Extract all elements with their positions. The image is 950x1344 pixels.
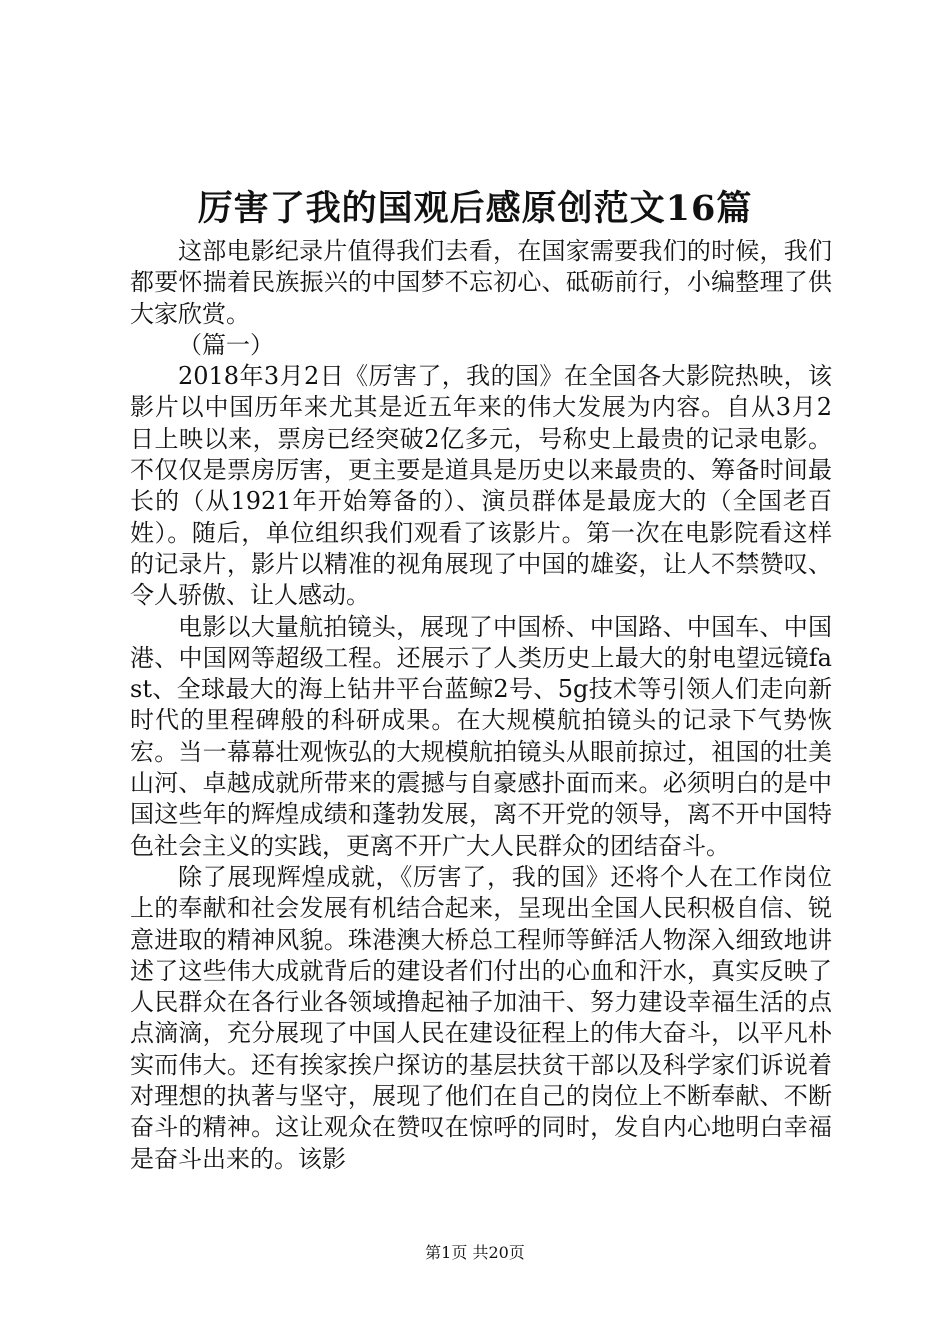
section-heading: （篇一） (178, 330, 274, 359)
paragraph: 除了展现辉煌成就，《厉害了，我的国》还将个人在工作岗位上的奉献和社会发展有机结合起来，呈现出全国人民积极自信、锐意进取的精神风貌。珠港澳大桥总工程师等鲜活人物深入细致地讲述了这些伟大成就背后的建设者们付出的心血和汗水，真实反映了人民群众在各行业各领域撸起袖子加油干、努力建设幸福生活的点点滴滴，充分展现了中国人民在建设征程上的伟大奋斗，以平凡朴实而伟大。还有挨家挨户探访的基层扶贫干部以及科学家们诉说着对理想的执著与坚守，展现了他们在自己的岗位上不断奉献、不断奋斗的精神。这让观众在赞叹在惊呼的同时，发自内心地明白幸福是奋斗出来的。该影 (130, 862, 832, 1173)
document-title: 厉害了我的国观后感原创范文16篇 (197, 188, 753, 229)
paragraph: 电影以大量航拍镜头，展现了中国桥、中国路、中国车、中国港、中国网等超级工程。还展示了人类历史上最大的射电望远镜fast、全球最大的海上钻井平台蓝鲸2号、5g技术等引领人们走向新时代的里程碑般的科研成果。在大规模航拍镜头的记录下气势恢宏。当一幕幕壮观恢弘的大规模航拍镜头从眼前掠过，祖国的壮美山河、卓越成就所带来的震撼与自豪感扑面而来。必须明白的是中国这些年的辉煌成绩和蓬勃发展，离不开党的领导，离不开中国特色社会主义的实践，更离不开广大人民群众的团结奋斗。 (130, 612, 832, 860)
paragraph-intro: 这部电影纪录片值得我们去看，在国家需要我们的时候，我们都要怀揣着民族振兴的中国梦不忘初心、砥砺前行，小编整理了供大家欣赏。 (130, 237, 832, 328)
page-footer: 第1页 共20页 (425, 1243, 525, 1262)
paragraph: 2018年3月2日《厉害了，我的国》在全国各大影院热映，该影片以中国历年来尤其是近五年来的伟大发展为内容。自从3月2日上映以来，票房已经突破2亿多元，号称史上最贵的记录电影。不仅仅是票房厉害，更主要是道具是历史以来最贵的、筹备时间最长的（从1921年开始筹备的）、演员群体是最庞大的（全国老百姓）。随后，单位组织我们观看了该影片。第一次在电影院看这样的记录片，影片以精准的视角展现了中国的雄姿，让人不禁赞叹、令人骄傲、让人感动。 (130, 362, 832, 610)
document-body (130, 236, 832, 1175)
